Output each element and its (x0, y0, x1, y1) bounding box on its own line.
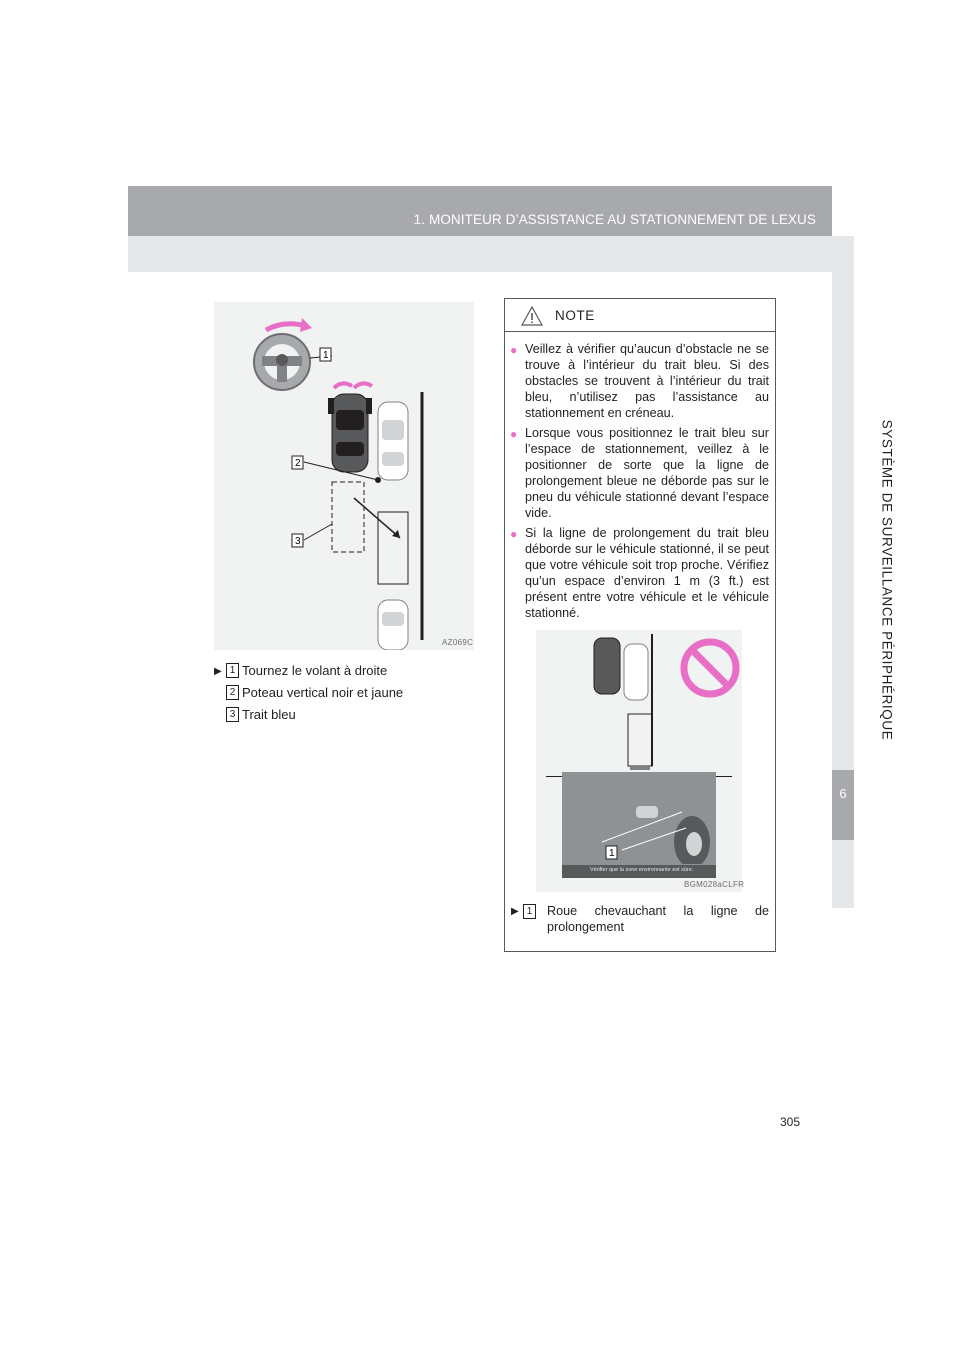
bullet-icon: ● (510, 427, 518, 441)
side-tab-number (832, 770, 854, 840)
incorrect-example-illustration (536, 630, 745, 892)
legend-item (214, 684, 484, 706)
side-tab-number-text: 6 (839, 786, 847, 801)
legend-item (214, 706, 484, 728)
arrow-icon: ▶ (511, 906, 519, 917)
figure-code: BGM028aCLFR (684, 880, 745, 889)
incorrect-diagram (536, 630, 742, 770)
note-item: Si la ligne de prolongement du trait bleu déborde sur le véhicule stationné, il se peut que votre véhicule soit trop proche. Vérifiez qu’un espace d’environ 1 m (3 ft.) est présent entre votre véhicule et le véhicule stationné. (525, 526, 769, 620)
steering-wheel-icon (254, 334, 310, 390)
note-title: NOTE (555, 308, 595, 323)
legend-text: Roue chevauchant la ligne de prolongement (547, 904, 769, 934)
bullet-icon: ● (510, 527, 518, 541)
legend-number: 2 (226, 685, 239, 700)
legend-number: 1 (523, 904, 536, 919)
callout-3: 3 (295, 536, 301, 547)
legend-text: Tournez le volant à droite (242, 663, 388, 678)
page-number: 305 (779, 1115, 800, 1129)
chapter-title: 1. MONITEUR D’ASSISTANCE AU STATIONNEMENT DE LEXUS (413, 212, 816, 227)
screen-callout: 1 (609, 848, 615, 859)
parking-illustration (214, 302, 474, 650)
prohibited-icon (684, 642, 736, 694)
figure-legend (214, 662, 484, 728)
callout-1: 1 (323, 350, 329, 361)
bullet-icon: ● (510, 343, 518, 357)
arrow-icon: ▶ (214, 666, 222, 677)
note-item: Veillez à vérifier qu’aucun d’obstacle ne se trouve à l’intérieur du trait bleu. Si des obstacles se trouvent à l’intérieur du trait bleu, n’utilisez pas l’assistance au stationnement en créneau. (525, 342, 769, 420)
callout-2: 2 (295, 458, 301, 469)
figure-code: AZ069C (442, 638, 474, 647)
note-item: Lorsque vous positionnez le trait bleu sur l’espace de stationnement, veillez à le positionner de sorte que la ligne de prolongement bleue ne déborde pas sur le pneu du véhicule stationné devant l’espace vide. (525, 426, 769, 520)
chapter-header (128, 186, 832, 236)
screen-message: Vérifier que la zone environnante est sûre. (590, 867, 694, 873)
camera-screen (562, 772, 716, 878)
legend-number: 1 (226, 663, 239, 678)
legend-text: Trait bleu (242, 707, 296, 722)
screen-status-bar (562, 865, 716, 878)
rotate-arrow-icon (266, 324, 306, 330)
legend-item (214, 662, 484, 684)
legend-number: 3 (226, 707, 239, 722)
side-tab-label (870, 260, 904, 900)
warning-icon (521, 306, 543, 326)
parked-car-front-icon (378, 402, 408, 480)
side-tab-label-text: SYSTÈME DE SURVEILLANCE PÉRIPHÉRIQUE (879, 419, 895, 741)
blue-line-frame (332, 482, 364, 552)
parked-car-rear-icon (378, 600, 408, 650)
own-vehicle-icon (328, 394, 372, 472)
note-header (505, 299, 775, 332)
legend-text: Poteau vertical noir et jaune (242, 685, 404, 700)
parking-diagram (214, 302, 474, 650)
